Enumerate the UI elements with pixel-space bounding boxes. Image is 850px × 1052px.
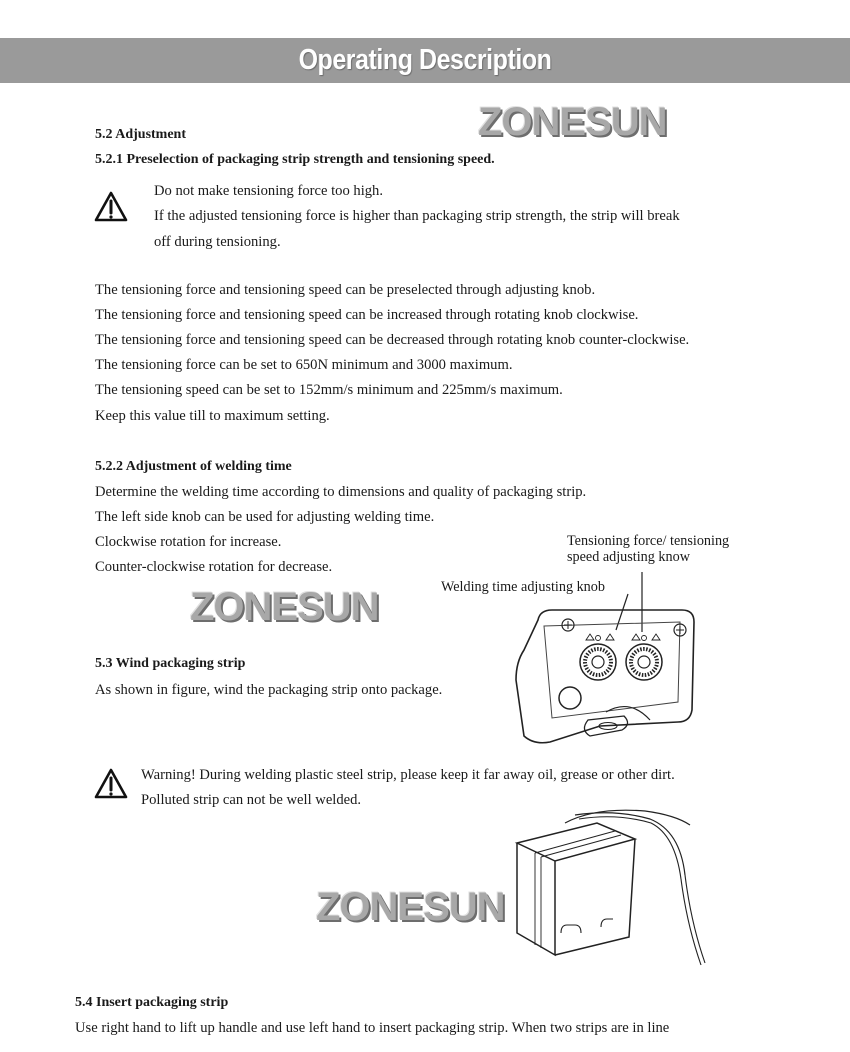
watermark-bottom: ZONESUN [316, 885, 505, 929]
paragraph-line: Use right hand to lift up handle and use left hand to insert packaging strip. When two strips are in line [75, 1020, 670, 1036]
paragraph-line: The tensioning force and tensioning speed can be increased through rotating knob clockwise. [95, 307, 639, 323]
caution-line: off during tensioning. [154, 234, 281, 250]
section-5-2-heading: 5.2 Adjustment [95, 127, 187, 142]
section-5-2-1-heading: 5.2.1 Preselection of packaging strip strength and tensioning speed. [95, 152, 495, 167]
paragraph-line: The left side knob can be used for adjusting welding time. [95, 509, 435, 525]
strapped-box-figure [505, 805, 705, 970]
watermark-middle: ZONESUN [190, 585, 379, 629]
paragraph-line: The tensioning force can be set to 650N minimum and 3000 maximum. [95, 357, 513, 373]
paragraph-line: The tensioning force and tensioning speed can be decreased through rotating knob counter-clockwise. [95, 332, 690, 348]
caution-line: Do not make tensioning force too high. [154, 183, 383, 199]
section-5-3-heading: 5.3 Wind packaging strip [95, 656, 246, 671]
control-panel-figure [510, 570, 710, 750]
warning-icon [93, 767, 129, 801]
paragraph-line: Keep this value till to maximum setting. [95, 408, 330, 424]
warning-line: Polluted strip can not be well welded. [141, 792, 362, 808]
paragraph-line: The tensioning speed can be set to 152mm/s minimum and 225mm/s maximum. [95, 382, 563, 398]
section-5-2-2-heading: 5.2.2 Adjustment of welding time [95, 459, 292, 474]
paragraph-line: Determine the welding time according to dimensions and quality of packaging strip. [95, 484, 587, 500]
caution-line: If the adjusted tensioning force is higher than packaging strip strength, the strip will break [154, 208, 680, 224]
warning-line: Warning! During welding plastic steel strip, please keep it far away oil, grease or other dirt. [141, 767, 675, 783]
page-title: Operating Description [298, 44, 552, 76]
tension-knob-label: speed adjusting know [567, 549, 690, 565]
welding-knob-label: Welding time adjusting knob [441, 579, 605, 595]
watermark-top: ZONESUN [478, 100, 667, 144]
tension-knob-label: Tensioning force/ tensioning [567, 533, 730, 549]
paragraph-line: Clockwise rotation for increase. [95, 534, 282, 550]
paragraph-line: The tensioning force and tensioning speed can be preselected through adjusting knob. [95, 282, 596, 298]
paragraph-line: As shown in figure, wind the packaging strip onto package. [95, 682, 443, 698]
paragraph-line: Counter-clockwise rotation for decrease. [95, 559, 333, 575]
caution-icon [93, 190, 129, 224]
section-5-4-heading: 5.4 Insert packaging strip [75, 995, 229, 1010]
header-banner [0, 38, 850, 83]
